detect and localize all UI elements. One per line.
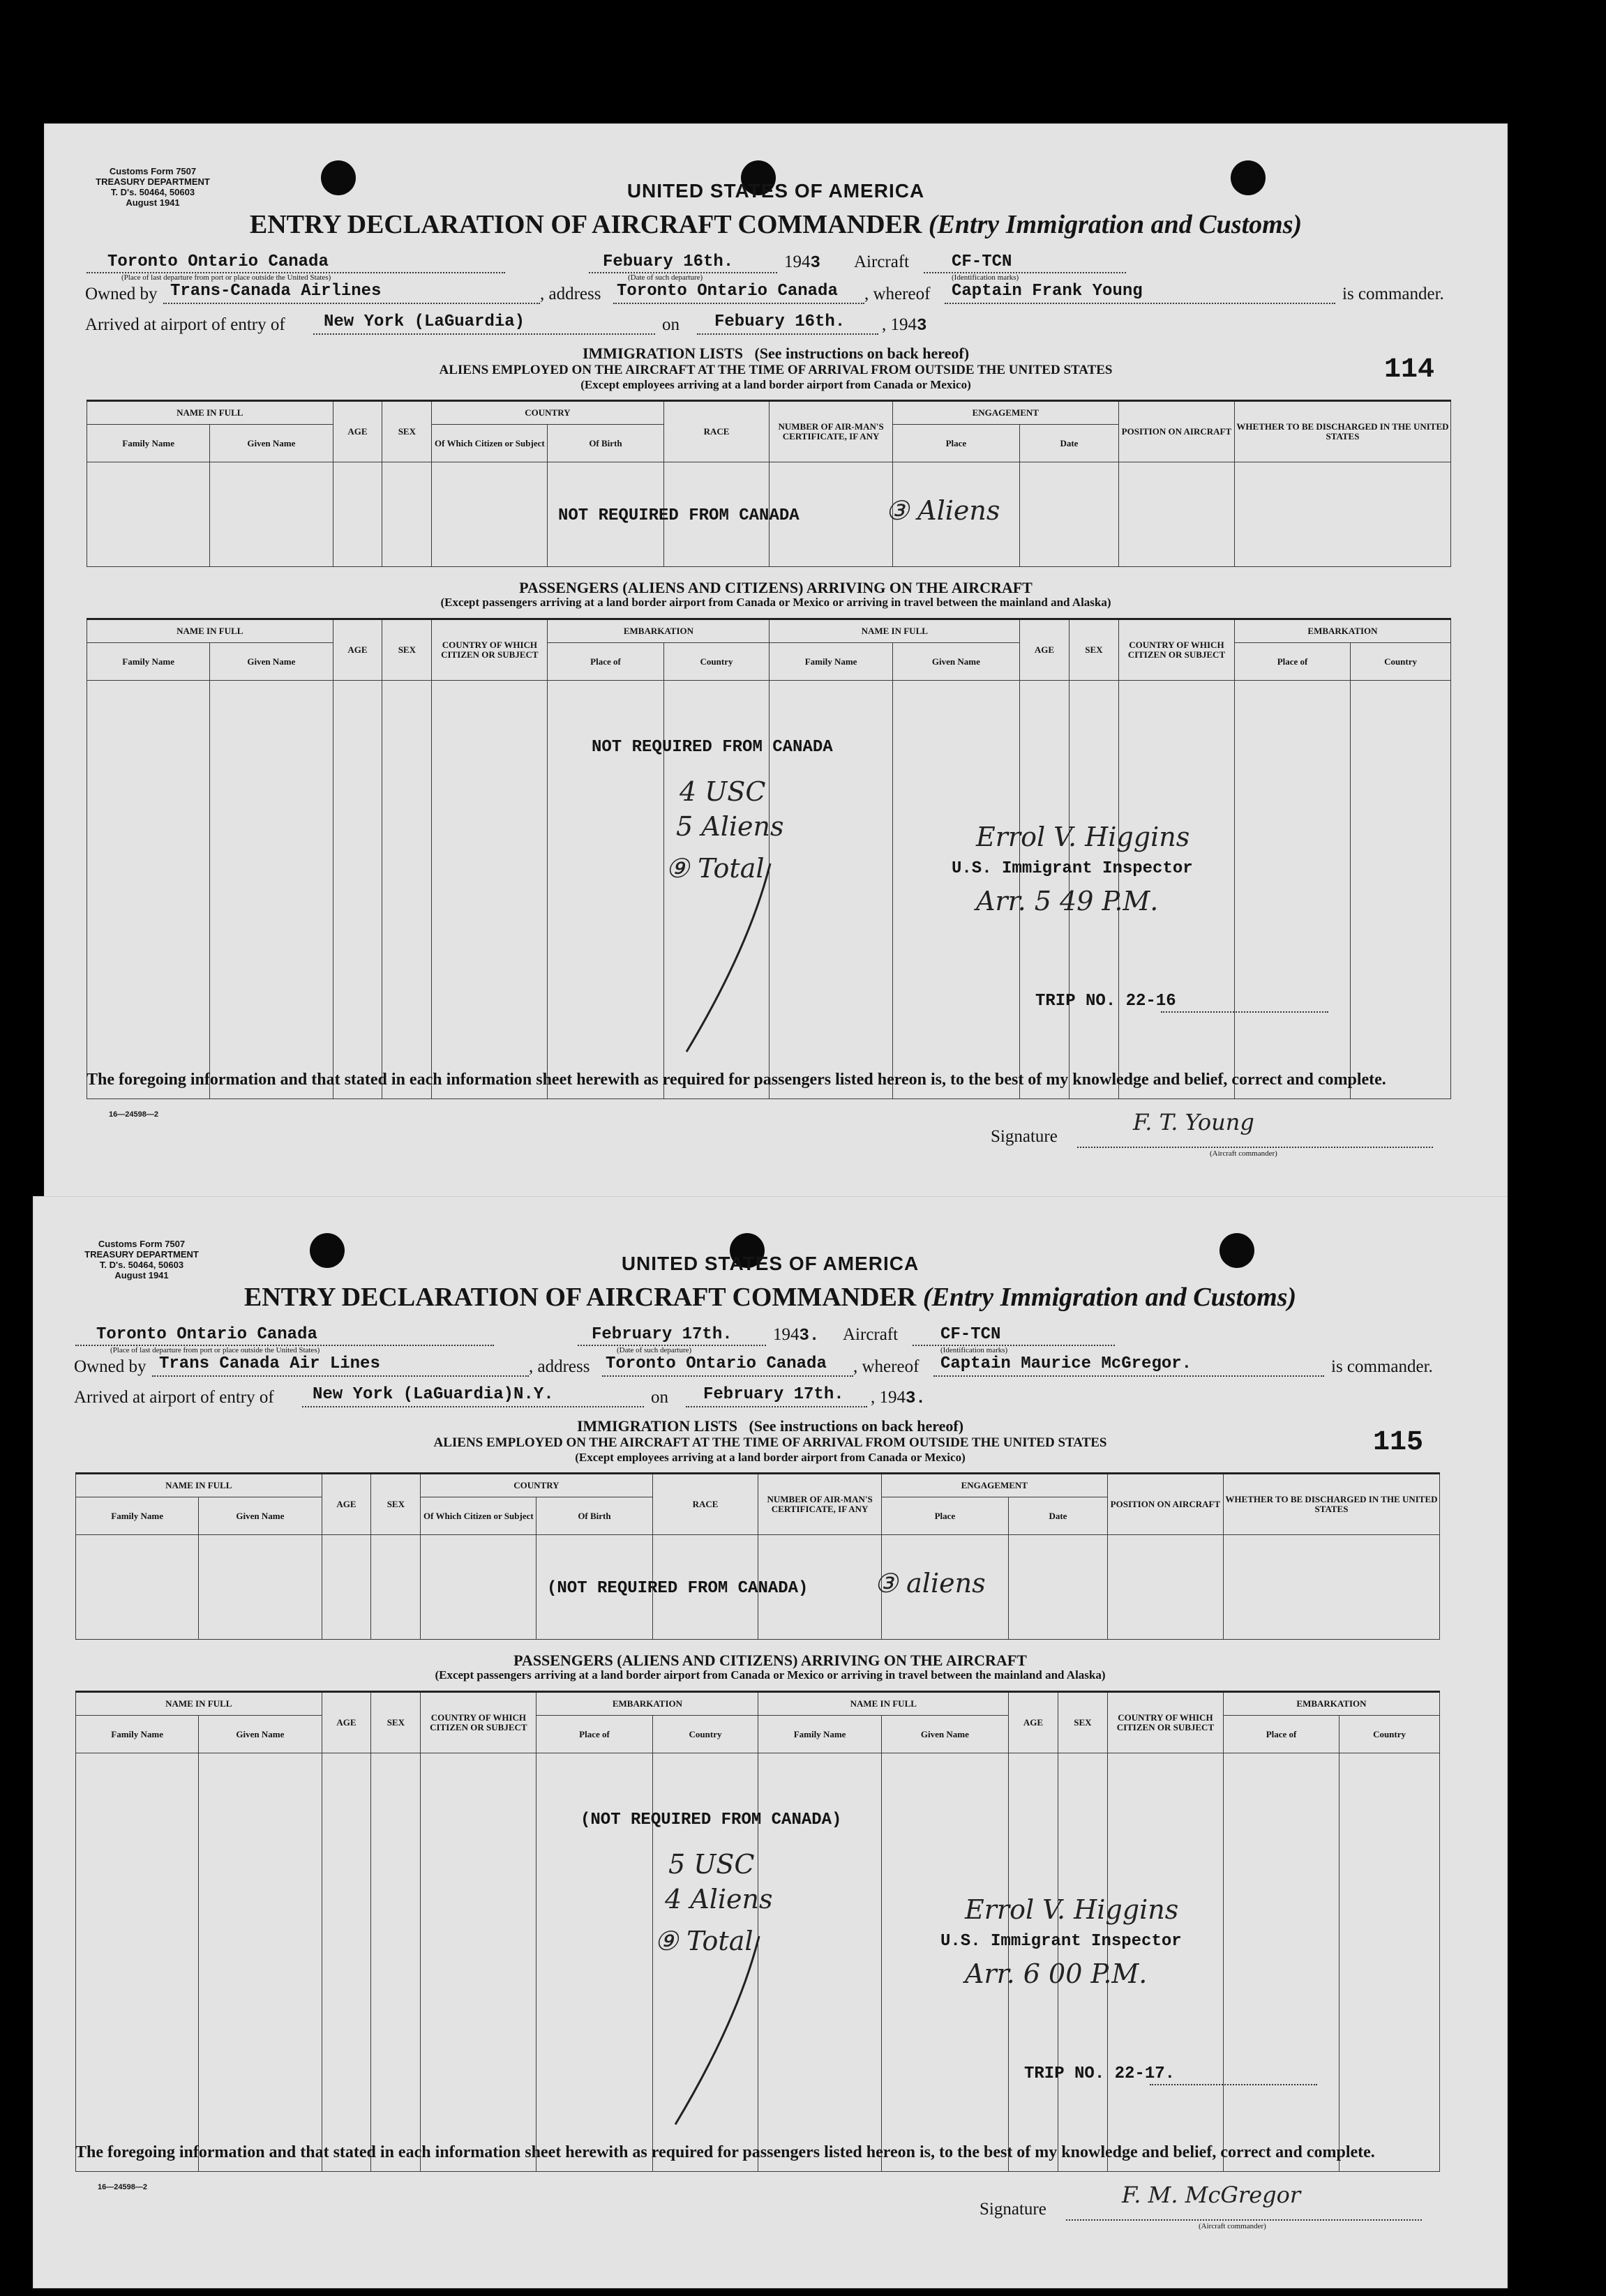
signature-caption: (Aircraft commander) [1199, 2222, 1266, 2230]
arrival-year: , 1943 [882, 315, 927, 335]
col-of-birth: Of Birth [548, 425, 663, 462]
form-identifier: Customs Form 7507 TREASURY DEPARTMENT T. D's. 50464, 50603 August 1941 [84, 1239, 199, 1281]
col-family-name: Family Name [87, 643, 210, 681]
owner-address: Toronto Ontario Canada [606, 1354, 827, 1373]
col-age: AGE [333, 401, 382, 462]
owner: Trans-Canada Airlines [170, 282, 382, 301]
citizens-count: 4 USC [680, 776, 766, 807]
col-race: RACE [663, 401, 770, 462]
col-given-name: Given Name [199, 1497, 322, 1535]
departure-date: Febuary 16th. [603, 252, 734, 271]
arrival-time: Arr. 6 00 P.M. [965, 1958, 1148, 1989]
aircraft-caption: (Identification marks) [952, 273, 1019, 282]
col-age: AGE [322, 1474, 371, 1535]
airport-of-entry: New York (LaGuardia) [324, 312, 525, 331]
commander-signature: F. T. Young [1133, 1109, 1254, 1135]
aliens-heading: ALIENS EMPLOYED ON THE AIRCRAFT AT THE TIME OF ARRIVAL FROM OUTSIDE THE UNITED STATES [439, 363, 1113, 377]
departure-date-caption: (Date of such departure) [628, 273, 703, 282]
col-place-of: Place of [548, 643, 663, 681]
immigration-lists-heading: IMMIGRATION LISTS (See instructions on back hereof) [576, 1417, 964, 1435]
immigration-lists-heading: IMMIGRATION LISTS (See instructions on back hereof) [582, 345, 970, 362]
col-name-in-full: NAME IN FULL [770, 619, 1020, 643]
col-embarkation: EMBARKATION [1223, 1692, 1439, 1716]
aircraft-label: Aircraft [854, 252, 910, 271]
citizens-count: 5 USC [668, 1849, 755, 1880]
arrival-year: , 1943. [871, 1388, 926, 1408]
col-sex: SEX [1069, 619, 1118, 681]
passenger-not-required-note: (NOT REQUIRED FROM CANADA) [580, 1811, 842, 1829]
certification-text: The foregoing information and that stated in each information sheet herewith as required for passengers listed hereon is, to the best of my knowledge and belief, correct and complete. [75, 2143, 1375, 2161]
form-title: ENTRY DECLARATION OF AIRCRAFT COMMANDER (Entry Immigration and Customs) [249, 210, 1303, 239]
signature-caption: (Aircraft commander) [1210, 1149, 1277, 1158]
aircraft-caption: (Identification marks) [940, 1346, 1008, 1354]
col-embarkation: EMBARKATION [548, 619, 770, 643]
commander-name: Captain Maurice McGregor. [940, 1354, 1192, 1373]
on-label: on [651, 1388, 668, 1407]
col-of-birth: Of Birth [536, 1497, 652, 1535]
inspector-title: U.S. Immigrant Inspector [940, 1932, 1182, 1951]
form-title: ENTRY DECLARATION OF AIRCRAFT COMMANDER (Entry Immigration and Customs) [243, 1283, 1297, 1312]
departure-place: Toronto Ontario Canada [96, 1325, 317, 1344]
col-position: POSITION ON AIRCRAFT [1107, 1474, 1223, 1535]
address-label: , address [540, 285, 601, 303]
col-family-name: Family Name [770, 643, 892, 681]
signature-label: Signature [980, 2200, 1046, 2219]
total-count: ⑨ Total [666, 853, 765, 884]
col-place-of: Place of [1223, 1716, 1339, 1753]
departure-place-caption: (Place of last departure from port or place outside the United States) [121, 273, 331, 282]
passengers-heading: PASSENGERS (ALIENS AND CITIZENS) ARRIVING ON THE AIRCRAFT [513, 1652, 1027, 1669]
declaration-form-115 [33, 1197, 1507, 2288]
page-number: 114 [1384, 354, 1435, 386]
col-family-name: Family Name [76, 1716, 199, 1753]
col-engagement: ENGAGEMENT [892, 401, 1118, 425]
col-sex: SEX [371, 1692, 421, 1753]
col-sex: SEX [382, 401, 432, 462]
aliens-except: (Except employees arriving at a land border airport from Canada or Mexico) [575, 1451, 966, 1464]
departure-date-caption: (Date of such departure) [617, 1346, 692, 1354]
address-label: , address [529, 1357, 590, 1376]
owned-by-label: Owned by [74, 1357, 147, 1376]
commander-signature: F. M. McGregor [1122, 2182, 1301, 2208]
col-age: AGE [1020, 619, 1070, 681]
col-country: Country [1351, 643, 1451, 681]
col-country: COUNTRY [421, 1474, 652, 1497]
aircraft-marks: CF-TCN [940, 1325, 1001, 1344]
form-identifier: Customs Form 7507 TREASURY DEPARTMENT T. D's. 50464, 50603 August 1941 [96, 166, 210, 208]
trip-number: TRIP NO. 22-16 [1035, 992, 1176, 1011]
col-country-citizen: COUNTRY OF WHICH CITIZEN OR SUBJECT [432, 619, 548, 681]
arrival-date: February 17th. [703, 1385, 844, 1404]
signature-label: Signature [991, 1127, 1058, 1146]
passengers-except: (Except passengers arriving at a land border airport from Canada or Mexico or arriving in travel between the mainland and Alaska) [440, 596, 1111, 609]
col-country: Country [1339, 1716, 1440, 1753]
certification-text: The foregoing information and that stated in each information sheet herewith as required for passengers listed hereon is, to the best of my knowledge and belief, correct and complete. [87, 1071, 1386, 1089]
whereof-label: , whereof [864, 285, 931, 303]
total-count: ⑨ Total [654, 1926, 753, 1956]
col-place: Place [892, 425, 1019, 462]
arrived-label: Arrived at airport of entry of [85, 315, 285, 334]
col-citizen-of: Of Which Citizen or Subject [432, 425, 548, 462]
col-discharged: WHETHER TO BE DISCHARGED IN THE UNITED STATES [1234, 401, 1450, 462]
col-sex: SEX [382, 619, 432, 681]
col-place-of: Place of [1234, 643, 1350, 681]
col-age: AGE [322, 1692, 371, 1753]
aircraft-marks: CF-TCN [952, 252, 1012, 271]
on-label: on [662, 315, 680, 334]
passengers-except: (Except passengers arriving at a land border airport from Canada or Mexico or arriving in travel between the mainland and Alaska) [435, 1668, 1106, 1682]
crew-aliens-count: ③ aliens [874, 1568, 986, 1599]
page-number: 115 [1373, 1427, 1424, 1458]
departure-place: Toronto Ontario Canada [107, 252, 329, 271]
col-age: AGE [333, 619, 382, 681]
col-date: Date [1020, 425, 1119, 462]
aliens-heading: ALIENS EMPLOYED ON THE AIRCRAFT AT THE TIME OF ARRIVAL FROM OUTSIDE THE UNITED STATES [433, 1435, 1107, 1450]
col-position: POSITION ON AIRCRAFT [1118, 401, 1234, 462]
crew-table [75, 1472, 1440, 1640]
crew-table [87, 400, 1451, 567]
col-given-name: Given Name [210, 425, 333, 462]
col-given-name: Given Name [210, 643, 333, 681]
col-given-name: Given Name [881, 1716, 1008, 1753]
col-country-citizen: COUNTRY OF WHICH CITIZEN OR SUBJECT [1118, 619, 1234, 681]
col-place: Place [881, 1497, 1008, 1535]
col-country-citizen: COUNTRY OF WHICH CITIZEN OR SUBJECT [1107, 1692, 1223, 1753]
year-label: 1943 [784, 252, 820, 273]
passengers-heading: PASSENGERS (ALIENS AND CITIZENS) ARRIVING ON THE AIRCRAFT [519, 579, 1033, 596]
col-country-citizen: COUNTRY OF WHICH CITIZEN OR SUBJECT [421, 1692, 536, 1753]
print-code: 16—24598—2 [98, 2183, 147, 2191]
col-engagement: ENGAGEMENT [881, 1474, 1107, 1497]
col-sex: SEX [371, 1474, 421, 1535]
col-race: RACE [652, 1474, 758, 1535]
inspector-title: U.S. Immigrant Inspector [952, 859, 1193, 878]
check-stroke [661, 1929, 801, 2138]
col-name-in-full: NAME IN FULL [87, 619, 333, 643]
crew-aliens-count: ③ Aliens [885, 495, 1000, 526]
col-given-name: Given Name [892, 643, 1019, 681]
col-family-name: Family Name [758, 1716, 881, 1753]
col-name-in-full: NAME IN FULL [87, 401, 333, 425]
owner-address: Toronto Ontario Canada [617, 282, 838, 301]
col-embarkation: EMBARKATION [536, 1692, 758, 1716]
inspector-signature: Errol V. Higgins [965, 1894, 1179, 1925]
country-heading: UNITED STATES OF AMERICA [626, 180, 925, 202]
inspector-signature: Errol V. Higgins [976, 822, 1190, 852]
col-name-in-full: NAME IN FULL [76, 1692, 322, 1716]
whereof-label: , whereof [853, 1357, 920, 1376]
col-place-of: Place of [536, 1716, 652, 1753]
col-country: Country [663, 643, 770, 681]
year-label: 1943. [773, 1325, 820, 1345]
col-sex: SEX [1058, 1692, 1107, 1753]
country-heading: UNITED STATES OF AMERICA [621, 1253, 920, 1274]
col-airman-cert: NUMBER OF AIR-MAN'S CERTIFICATE, IF ANY [758, 1474, 881, 1535]
arrival-date: Febuary 16th. [714, 312, 846, 331]
crew-not-required-note: (NOT REQUIRED FROM CANADA) [547, 1579, 809, 1598]
aliens-except: (Except employees arriving at a land border airport from Canada or Mexico) [580, 378, 971, 391]
col-country: COUNTRY [432, 401, 663, 425]
col-date: Date [1009, 1497, 1108, 1535]
is-commander-label: is commander. [1331, 1357, 1433, 1376]
col-embarkation: EMBARKATION [1234, 619, 1450, 643]
is-commander-label: is commander. [1342, 285, 1444, 303]
arrived-label: Arrived at airport of entry of [74, 1388, 274, 1407]
commander-name: Captain Frank Young [952, 282, 1143, 301]
col-age: AGE [1009, 1692, 1058, 1753]
declaration-form-114 [45, 124, 1507, 1202]
aliens-count: 4 Aliens [665, 1884, 773, 1914]
print-code: 16—24598—2 [109, 1110, 158, 1119]
col-given-name: Given Name [199, 1716, 322, 1753]
col-discharged: WHETHER TO BE DISCHARGED IN THE UNITED STATES [1223, 1474, 1439, 1535]
owner: Trans Canada Air Lines [159, 1354, 380, 1373]
col-airman-cert: NUMBER OF AIR-MAN'S CERTIFICATE, IF ANY [770, 401, 892, 462]
col-name-in-full: NAME IN FULL [758, 1692, 1009, 1716]
col-name-in-full: NAME IN FULL [76, 1474, 322, 1497]
col-citizen-of: Of Which Citizen or Subject [421, 1497, 536, 1535]
departure-date: February 17th. [592, 1325, 733, 1344]
check-stroke [673, 856, 812, 1066]
col-country: Country [652, 1716, 758, 1753]
departure-place-caption: (Place of last departure from port or place outside the United States) [110, 1346, 320, 1354]
owned-by-label: Owned by [85, 285, 158, 303]
col-family-name: Family Name [87, 425, 210, 462]
passenger-not-required-note: NOT REQUIRED FROM CANADA [592, 738, 833, 757]
trip-number: TRIP NO. 22-17. [1024, 2064, 1176, 2083]
aircraft-label: Aircraft [843, 1325, 899, 1344]
aliens-count: 5 Aliens [676, 811, 784, 842]
col-family-name: Family Name [76, 1497, 199, 1535]
arrival-time: Arr. 5 49 P.M. [976, 886, 1159, 916]
crew-not-required-note: NOT REQUIRED FROM CANADA [558, 506, 800, 525]
airport-of-entry: New York (LaGuardia)N.Y. [313, 1385, 554, 1404]
